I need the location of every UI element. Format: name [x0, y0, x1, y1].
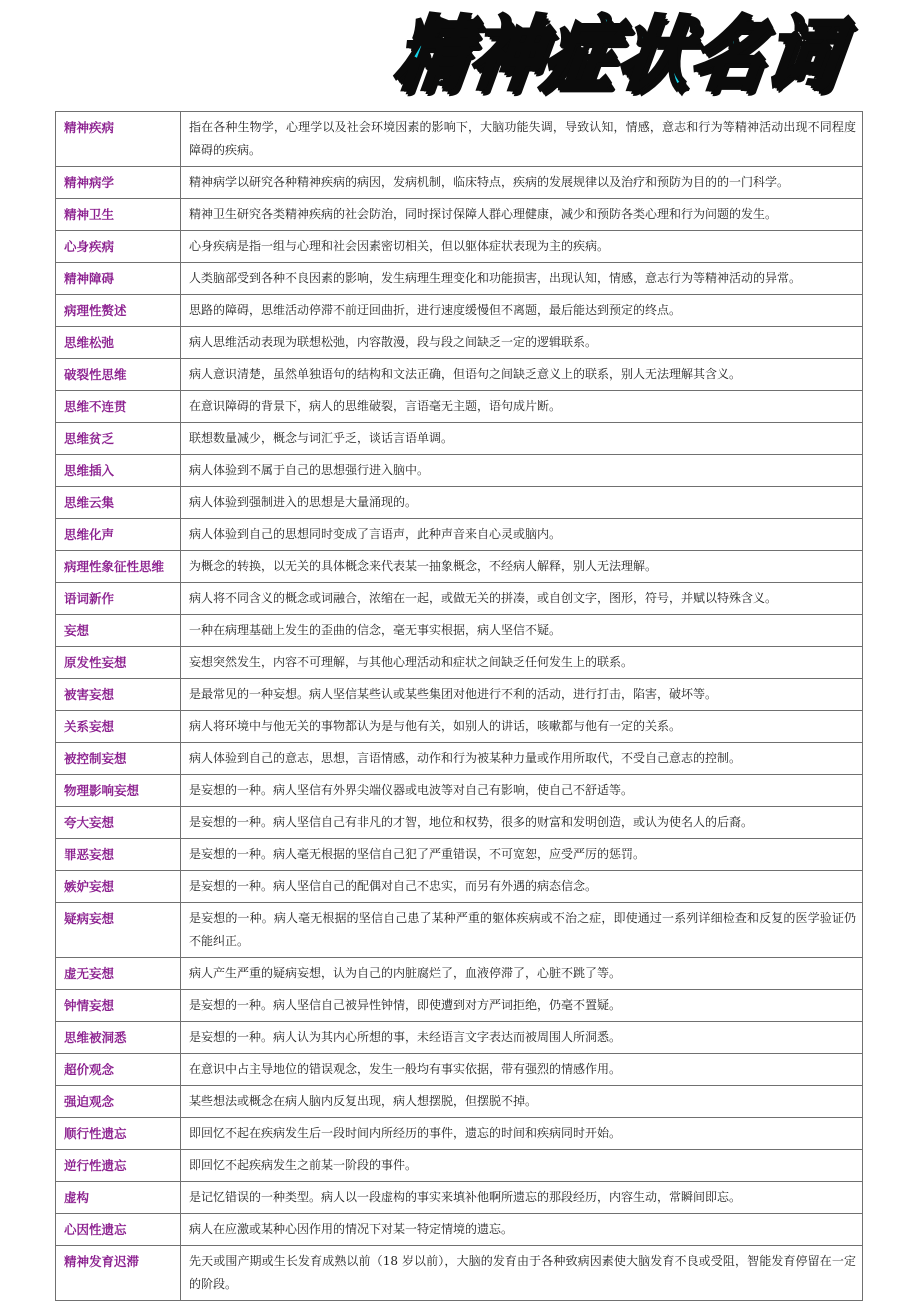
definition-cell: 在意识障碍的背景下，病人的思维破裂，言语毫无主题，语句成片断。 — [181, 391, 863, 423]
page-title: 精神症状名词 — [389, 6, 847, 102]
definition-cell: 在意识中占主导地位的错误观念，发生一般均有事实依据，带有强烈的情感作用。 — [181, 1054, 863, 1086]
term-cell: 思维云集 — [56, 487, 181, 519]
table-row — [56, 167, 863, 199]
term-cell: 思维被洞悉 — [56, 1022, 181, 1054]
definition-cell: 人类脑部受到各种不良因素的影响，发生病理生理变化和功能损害，出现认知，情感，意志行为等精神活动的异常。 — [181, 263, 863, 295]
term-cell: 罪恶妄想 — [56, 839, 181, 871]
term-cell: 钟情妄想 — [56, 990, 181, 1022]
title-banner — [389, 6, 847, 102]
definition-cell: 思路的障碍，思维活动停滞不前迂回曲折，进行速度缓慢但不离题，最后能达到预定的终点。 — [181, 295, 863, 327]
term-cell: 思维贫乏 — [56, 423, 181, 455]
table-row — [56, 871, 863, 903]
definition-cell: 为概念的转换，以无关的具体概念来代表某一抽象概念，不经病人解释，别人无法理解。 — [181, 551, 863, 583]
table-row — [56, 679, 863, 711]
definition-cell: 病人体验到不属于自己的思想强行进入脑中。 — [181, 455, 863, 487]
table-row — [56, 1086, 863, 1118]
term-cell: 原发性妄想 — [56, 647, 181, 679]
definition-cell: 病人体验到自己的思想同时变成了言语声，此种声音来自心灵或脑内。 — [181, 519, 863, 551]
definition-cell: 是妄想的一种。病人坚信自己有非凡的才智，地位和权势，很多的财富和发明创造，或认为使名人的后裔。 — [181, 807, 863, 839]
term-cell: 虚无妄想 — [56, 958, 181, 990]
definition-cell: 病人体验到自己的意志，思想，言语情感，动作和行为被某种力量或作用所取代，不受自己意志的控制。 — [181, 743, 863, 775]
table-row — [56, 455, 863, 487]
definition-cell: 是妄想的一种。病人毫无根据的坚信自己患了某种严重的躯体疾病或不治之症，即使通过一系列详细检查和反复的医学验证仍不能纠正。 — [181, 903, 863, 958]
table-row — [56, 423, 863, 455]
table-row — [56, 295, 863, 327]
term-cell: 嫉妒妄想 — [56, 871, 181, 903]
table-row — [56, 551, 863, 583]
table-row — [56, 199, 863, 231]
definition-cell: 精神病学以研究各种精神疾病的病因，发病机制，临床特点，疾病的发展规律以及治疗和预防为目的的一门科学。 — [181, 167, 863, 199]
table-row — [56, 839, 863, 871]
definition-cell: 即回忆不起在疾病发生后一段时间内所经历的事件，遗忘的时间和疾病同时开始。 — [181, 1118, 863, 1150]
term-cell: 心因性遗忘 — [56, 1214, 181, 1246]
term-cell: 语词新作 — [56, 583, 181, 615]
term-cell: 物理影响妄想 — [56, 775, 181, 807]
table-row — [56, 1214, 863, 1246]
definition-cell: 即回忆不起疾病发生之前某一阶段的事件。 — [181, 1150, 863, 1182]
term-cell: 思维化声 — [56, 519, 181, 551]
definition-cell: 妄想突然发生，内容不可理解，与其他心理活动和症状之间缺乏任何发生上的联系。 — [181, 647, 863, 679]
term-cell: 精神障碍 — [56, 263, 181, 295]
table-row — [56, 487, 863, 519]
table-row — [56, 583, 863, 615]
definition-cell: 是最常见的一种妄想。病人坚信某些认或某些集团对他进行不利的活动，进行打击，陷害，破坏等。 — [181, 679, 863, 711]
definition-cell: 指在各种生物学，心理学以及社会环境因素的影响下，大脑功能失调，导致认知，情感，意志和行为等精神活动出现不同程度障碍的疾病。 — [181, 112, 863, 167]
term-cell: 精神发育迟滞 — [56, 1246, 181, 1301]
table-row — [56, 327, 863, 359]
term-cell: 精神卫生 — [56, 199, 181, 231]
term-cell: 虚构 — [56, 1182, 181, 1214]
definition-cell: 病人将环境中与他无关的事物都认为是与他有关，如别人的讲话，咳嗽都与他有一定的关系。 — [181, 711, 863, 743]
definition-cell: 病人产生严重的疑病妄想，认为自己的内脏腐烂了，血液停滞了，心脏不跳了等。 — [181, 958, 863, 990]
definition-cell: 病人体验到强制进入的思想是大量涌现的。 — [181, 487, 863, 519]
term-cell: 病理性赘述 — [56, 295, 181, 327]
table-row — [56, 647, 863, 679]
table-row — [56, 807, 863, 839]
term-cell: 精神病学 — [56, 167, 181, 199]
term-cell: 思维松弛 — [56, 327, 181, 359]
definition-cell: 一种在病理基础上发生的歪曲的信念，毫无事实根据，病人坚信不疑。 — [181, 615, 863, 647]
table-row — [56, 1182, 863, 1214]
term-cell: 超价观念 — [56, 1054, 181, 1086]
table-row — [56, 391, 863, 423]
term-cell: 被控制妄想 — [56, 743, 181, 775]
term-cell: 精神疾病 — [56, 112, 181, 167]
table-row — [56, 1022, 863, 1054]
table-row — [56, 1150, 863, 1182]
term-cell: 顺行性遗忘 — [56, 1118, 181, 1150]
glossary-body — [56, 112, 863, 1301]
definition-cell: 病人意识清楚，虽然单独语句的结构和文法正确，但语句之间缺乏意义上的联系，别人无法理解其含义。 — [181, 359, 863, 391]
glossary-table — [55, 111, 863, 1301]
term-cell: 破裂性思维 — [56, 359, 181, 391]
definition-cell: 精神卫生研究各类精神疾病的社会防治，同时探讨保障人群心理健康，减少和预防各类心理和行为问题的发生。 — [181, 199, 863, 231]
definition-cell: 是妄想的一种。病人坚信有外界尖端仪器或电波等对自己有影响，使自己不舒适等。 — [181, 775, 863, 807]
table-row — [56, 743, 863, 775]
table-row — [56, 359, 863, 391]
definition-cell: 病人将不同含义的概念或词融合，浓缩在一起，或做无关的拼凑，或自创文字，图形，符号，并赋以特殊含义。 — [181, 583, 863, 615]
term-cell: 关系妄想 — [56, 711, 181, 743]
table-row — [56, 615, 863, 647]
definition-cell: 是记忆错误的一种类型。病人以一段虚构的事实来填补他啊所遗忘的那段经历，内容生动，常瞬间即忘。 — [181, 1182, 863, 1214]
definition-cell: 先天或围产期或生长发育成熟以前（18 岁以前），大脑的发育由于各种致病因素使大脑发育不良或受阻，智能发育停留在一定的阶段。 — [181, 1246, 863, 1301]
table-row — [56, 903, 863, 958]
term-cell: 逆行性遗忘 — [56, 1150, 181, 1182]
term-cell: 妄想 — [56, 615, 181, 647]
table-row — [56, 112, 863, 167]
definition-cell: 是妄想的一种。病人认为其内心所想的事，未经语言文字表达而被周围人所洞悉。 — [181, 1022, 863, 1054]
definition-cell: 某些想法或概念在病人脑内反复出现，病人想摆脱，但摆脱不掉。 — [181, 1086, 863, 1118]
term-cell: 病理性象征性思维 — [56, 551, 181, 583]
term-cell: 思维不连贯 — [56, 391, 181, 423]
definition-cell: 是妄想的一种。病人坚信自己的配偶对自己不忠实，而另有外遇的病态信念。 — [181, 871, 863, 903]
table-row — [56, 711, 863, 743]
term-cell: 疑病妄想 — [56, 903, 181, 958]
definition-cell: 病人思维活动表现为联想松弛，内容散漫，段与段之间缺乏一定的逻辑联系。 — [181, 327, 863, 359]
table-row — [56, 958, 863, 990]
term-cell: 强迫观念 — [56, 1086, 181, 1118]
definition-cell: 心身疾病是指一组与心理和社会因素密切相关，但以躯体症状表现为主的疾病。 — [181, 231, 863, 263]
table-row — [56, 1246, 863, 1301]
term-cell: 夸大妄想 — [56, 807, 181, 839]
term-cell: 被害妄想 — [56, 679, 181, 711]
table-row — [56, 231, 863, 263]
term-cell: 心身疾病 — [56, 231, 181, 263]
table-row — [56, 775, 863, 807]
definition-cell: 病人在应激或某种心因作用的情况下对某一特定情境的遗忘。 — [181, 1214, 863, 1246]
table-row — [56, 990, 863, 1022]
term-cell: 思维插入 — [56, 455, 181, 487]
table-row — [56, 519, 863, 551]
table-row — [56, 1118, 863, 1150]
definition-cell: 是妄想的一种。病人坚信自己被异性钟情，即使遭到对方严词拒绝，仍毫不置疑。 — [181, 990, 863, 1022]
definition-cell: 是妄想的一种。病人毫无根据的坚信自己犯了严重错误，不可宽恕，应受严厉的惩罚。 — [181, 839, 863, 871]
table-row — [56, 1054, 863, 1086]
table-row — [56, 263, 863, 295]
definition-cell: 联想数量减少，概念与词汇乎乏，谈话言语单调。 — [181, 423, 863, 455]
